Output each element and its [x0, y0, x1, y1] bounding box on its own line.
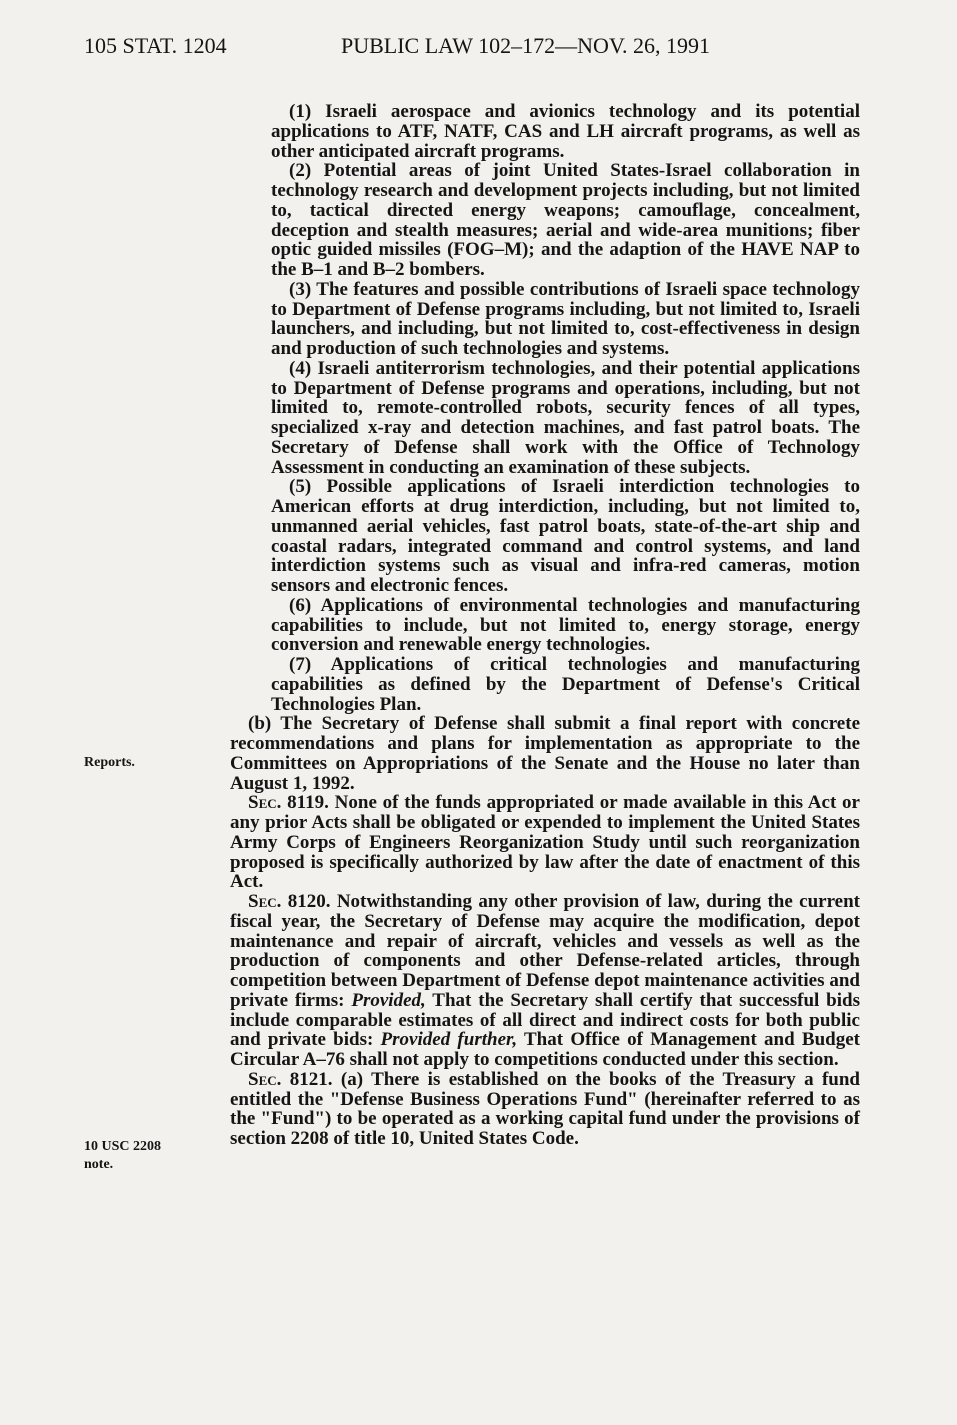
page-header	[0, 33, 957, 73]
body-text	[230, 102, 860, 1149]
stat-page-number: 105 STAT. 1204	[84, 33, 227, 58]
margin-note-usc-line1: 10 USC 2208	[84, 1139, 162, 1154]
section-label: Sec.	[248, 1068, 282, 1090]
law-title: PUBLIC LAW 102–172—NOV. 26, 1991	[341, 33, 710, 58]
section-8120	[230, 892, 860, 1070]
paragraph-4: (4) Israeli antiterrorism technologies, and their potential applications to Department of Defense programs and operations, including, but not limited to, remote-controlled robots, security fences of all types, specialized x-ray and detection machines, and fast patrol boats. The Secretary of Defense shall work with the Office of Technology Assessment in conducting an examination of these subjects.	[271, 357, 860, 478]
provided-proviso: Provided,	[351, 989, 426, 1011]
paragraph-6: (6) Applications of environmental technologies and manufacturing capabilities to include, but not limited to, energy storage, energy conversion and renewable energy technologies.	[271, 594, 860, 656]
paragraph-7: (7) Applications of critical technologies and manufacturing capabilities as defined by the Department of Defense's Critical Technologies Plan.	[271, 654, 860, 715]
section-8120-text-a: 8120. Notwithstanding any other provision of law, during the current fiscal year, the Secretary of Defense may acquire the modification, depot maintenance and repair of aircraft, vehicles and vessels as well as the production of components and other Defense-related articles, through competition between Department of Defense depot maintenance activities and private firms:	[230, 891, 860, 1011]
paragraph-2: (2) Potential areas of joint United States-Israel collaboration in technology research and development projects including, but not limited to, tactical directed energy weapons; camouflage, concealment, deception and stealth measures; aerial and wide-area munitions; fiber optic guided missiles (FOG–M); and the adaption of the HAVE NAP to the B–1 and B–2 bombers.	[271, 160, 860, 280]
margin-note-reports: Reports.	[84, 755, 135, 770]
provided-further-proviso: Provided further,	[380, 1029, 518, 1051]
section-8120-text-b: That the Secretary shall certify that successful bids include comparable estimates of all direct and indirect costs for both public and private bids:	[230, 989, 860, 1051]
margin-note-usc	[84, 1138, 161, 1174]
paragraph-1: (1) Israeli aerospace and avionics technology and its potential applications to ATF, NATF, CAS and LH aircraft programs, as well as other anticipated aircraft programs.	[271, 101, 860, 162]
margin-note-usc-line2: note.	[84, 1157, 114, 1172]
paragraph-b: (b) The Secretary of Defense shall submit a final report with concrete recommendations and plans for implementation as appropriate to the Committees on Appropriations of the Senate and the House no later than August 1, 1992.	[230, 713, 860, 794]
section-8119	[230, 793, 860, 892]
paragraph-3: (3) The features and possible contributions of Israeli space technology to Department of Defense programs including, but not limited to, Israeli launchers, and including, but not limited to, cost-effectiveness in design and production of such technologies and systems.	[271, 278, 860, 359]
section-8121-text: 8121. (a) There is established on the books of the Treasury a fund entitled the "Defense Business Operations Fund" (hereinafter referred to as the "Fund") to be operated as a working capital fund under the provisions of section 2208 of title 10, United States Code.	[230, 1068, 860, 1149]
section-label: Sec.	[248, 792, 282, 814]
section-8120-text-c: That Office of Management and Budget Circular A–76 shall not apply to competitions conducted under this section.	[230, 1029, 860, 1070]
section-label: Sec.	[248, 891, 282, 912]
paragraph-5: (5) Possible applications of Israeli interdiction technologies to American efforts at drug interdiction, including, but not limited to, unmanned aerial vehicles, fast patrol boats, state-of-the-art ship and coastal radars, integrated command and control systems, and land interdiction systems such as visual and infra-red cameras, motion sensors and electronic fences.	[271, 476, 860, 596]
section-8119-text: 8119. None of the funds appropriated or made available in this Act or any prior Acts shall be obligated or expended to implement the United States Army Corps of Engineers Reorganization Study until such reorganization proposed is specifically authorized by law after the date of enactment of this Act.	[230, 792, 860, 893]
section-8121	[230, 1070, 860, 1149]
